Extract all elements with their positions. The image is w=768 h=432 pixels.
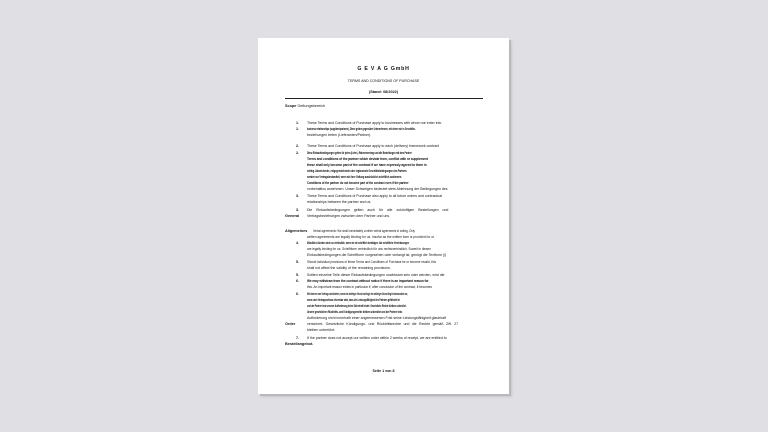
- item-line: We may withdraw from the contract without notice if there is an important reason for: [307, 279, 429, 283]
- item-number: 2.: [296, 144, 299, 148]
- item-line: wenn nach Vertragsschluss erkennbar wird, dass die Leistungsfähigkeit des Partners gefährdet ist: [307, 298, 400, 302]
- item-number: 6.: [296, 279, 299, 283]
- item-line: Terms and conditions of the partner which deviate from, conflict with or supplement: [307, 157, 428, 161]
- section-title-de: Geltungsbereich: [297, 104, 326, 108]
- company-name: G E V A G GmbH: [357, 66, 410, 72]
- item-number: 4.: [296, 241, 299, 245]
- header-rule: [285, 98, 483, 99]
- order-label: Order: [285, 322, 296, 326]
- section-line: Verbal agreements: We shall immediately confirm verbal agreements in writing. Only: [313, 229, 415, 233]
- page-footer: Seite 1 von 8: [372, 369, 395, 373]
- item-number: 1.: [296, 127, 299, 131]
- section-line: Einkaufsbedingungen die Schriftform vorgesehen oder verlangt ist, genügt die Textform (§: [307, 253, 447, 257]
- item-line: shall not affect the validity of the remaining provisions.: [307, 266, 391, 270]
- document-subtitle: [258, 79, 509, 83]
- section-general-label: Allgemeines: [285, 229, 308, 233]
- item-line: Unsere gesetzlichen Rücktritts- und Kündigungsrechte bleiben unberührt und der Partner trotz: [307, 310, 403, 314]
- item-line: business relationships (suppliers/partners). Diese gelten gegenüber Unternehmern, mit denen wir in Geschäfts-: [307, 127, 416, 131]
- item-line: These Terms and Conditions of Purchase apply to each (delivery) framework contract: [307, 144, 440, 148]
- item-line: Vertragsbeziehungen zwischen dem Partner und uns.: [307, 214, 391, 218]
- item-number: 5.: [296, 260, 299, 264]
- item-line: vorbehaltlos annehmen. Unser Schweigen bedeutet stets Ablehnung der Bedingungen des: [307, 187, 448, 191]
- section-line: Mündliche Abreden sind nur verbindlich, wenn wir sie schriftlich bestätigen. Nur schriftliche Vereinbarungen: [307, 241, 409, 245]
- general-label: General: [285, 214, 300, 218]
- item-line: und der Partner trotz unserer Aufforderung keine Sicherheit leistet. Gesetzliche Rechte bleiben unberührt.: [307, 304, 407, 308]
- section-title-en: Scope: [285, 104, 297, 108]
- order-de-label: Bestellangebot.: [285, 342, 314, 346]
- item-line: Diese Einkaufsbedingungen gelten für jeden (Liefer-) Rahmenvertrag und alle Bestellungen mit dem Partner: [307, 151, 412, 155]
- item-line: versichert. Gesetzliche Kündigungs- und Rücktrittsrechte und die Rechte gemäß Ziff. 27: [307, 322, 459, 326]
- item-line: These Terms and Conditions of Purchase apply to businesses with whom we enter into: [307, 121, 442, 125]
- item-line: these shall only become part of the contract if we have expressly agreed to them in: [307, 163, 427, 167]
- item-number: 2.: [296, 151, 299, 155]
- item-line: If the partner does not accept our written order within 2 weeks of receipt, we are entitled to: [307, 336, 447, 340]
- item-number: 7.: [296, 336, 299, 340]
- item-line: These Terms and Conditions of Purchase also apply to all future orders and contractual: [307, 194, 442, 198]
- section-line: written agreements are legally binding for us. Insofar as the written form is provided for or: [307, 235, 435, 239]
- item-line: Aufforderung nicht innerhalb einer angemessenen Frist seine Leistungsfähigkeit glaubhaft: [307, 316, 447, 320]
- item-line: relationships between the partner and us.: [307, 200, 372, 204]
- item-line: bleiben unberührt.: [307, 328, 336, 332]
- item-number: 1.: [296, 121, 299, 125]
- item-line: Should individual provisions of these Terms and Conditions of Purchase be or become invalid, this: [307, 260, 436, 264]
- subtitle-en: TERMS AND CONDITIONS OF PURCHASE: [347, 79, 420, 83]
- document-page: [258, 38, 509, 394]
- item-line: writing. Abweichende, entgegenstehende oder ergänzende Geschäftsbedingungen des Partners: [307, 169, 407, 173]
- item-line: Sollten einzelne Teile dieser Einkaufsbedingungen unwirksam sein oder werden, wird die: [307, 273, 445, 277]
- item-number: 6.: [296, 292, 299, 296]
- item-number: 3.: [296, 208, 299, 212]
- item-line: this. An important reason exists in particular if, after conclusion of the contract, it becomes: [307, 285, 433, 289]
- document-status: (Stand: 08/2022): [368, 90, 399, 94]
- section-line: are legally binding for us. Schriftform verbindlich für uns rechtsverbindlich. Soweit in diesen: [307, 247, 431, 251]
- section-scope-title: [285, 104, 325, 108]
- item-number: 3.: [296, 194, 299, 198]
- item-line: werden nur Vertragsbestandteil, wenn wir ihrer Geltung ausdrücklich schriftlich zustimmen.: [307, 175, 402, 179]
- item-line: Wir können vom Vertrag zurücktreten, wenn ein wichtiger Grund vorliegt; ein wichtiger Grund liegt insbesondere vor,: [307, 292, 408, 296]
- item-line: beziehungen treten (Lieferanten/Partner).: [307, 133, 372, 137]
- item-line: Die Einkaufsbedingungen gelten auch für alle zukünftigen Bestellungen und: [307, 208, 449, 212]
- item-number: 5.: [296, 273, 299, 277]
- item-line: Conditions of the partner do not become part of the contract even if the partner: [307, 181, 409, 185]
